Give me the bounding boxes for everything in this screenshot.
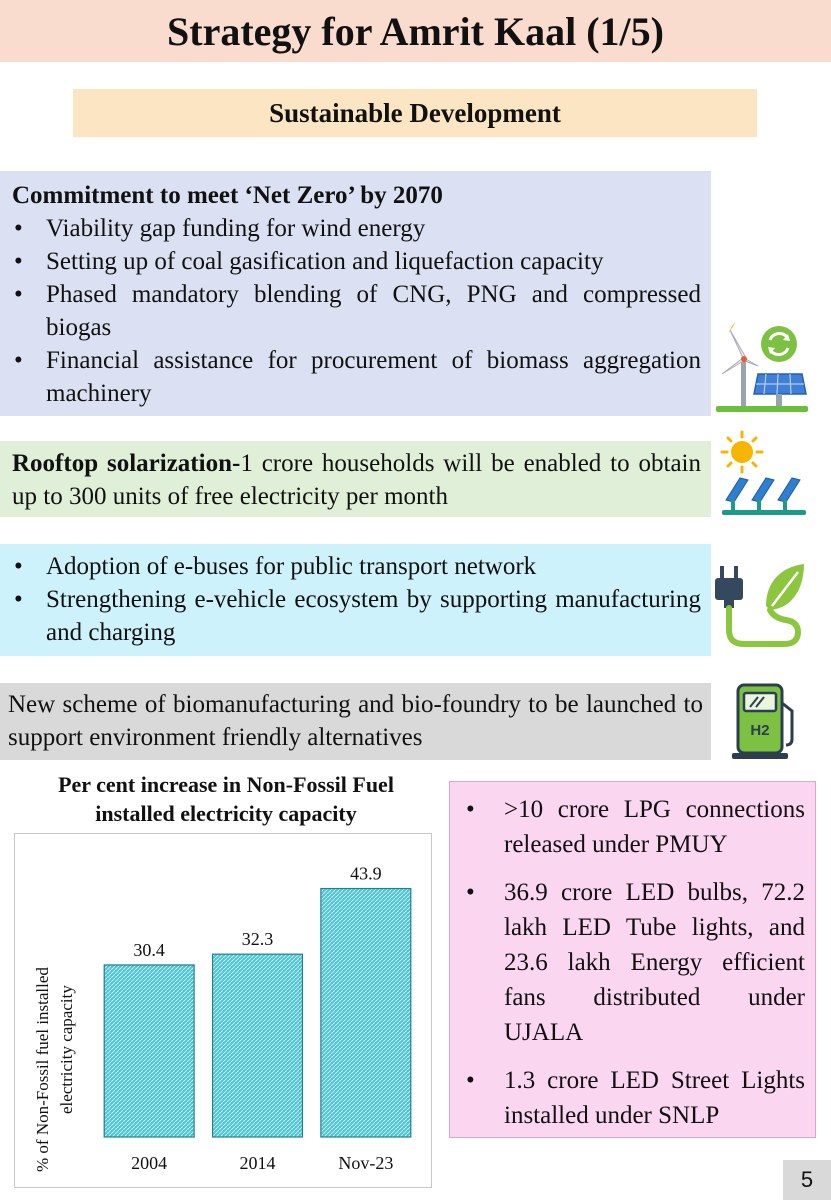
hydrogen-fuel-pump-icon [722,683,800,761]
list-item: • Viability gap funding for wind energy [12,212,701,245]
list-item: • >10 crore LPG connections released under PMUY [458,792,805,862]
page-number: 5 [783,1160,831,1200]
bar-2004 [104,965,194,1137]
ev-list [12,550,701,649]
rooftop-label: Rooftop solarization- [12,450,241,477]
list-item: • Adoption of e-buses for public transport network [12,550,701,583]
chart-frame [14,833,432,1188]
plug-leaf-icon [714,560,806,652]
ev-box [0,544,711,656]
biomanufacturing-box: New scheme of biomanufacturing and bio-foundry to be launched to support environment friendly alternatives [0,683,711,760]
net-zero-box [0,171,711,416]
list-item: • Financial assistance for procurement of biomass aggregation machinery [12,344,701,410]
x-tick-label: 2004 [131,1153,168,1173]
x-tick-label: 2014 [239,1153,276,1173]
hydrogen-label: H2 [750,722,770,739]
bar-chart [15,834,431,1187]
chart-title: Per cent increase in Non-Fossil Fuel installed electricity capacity [58,772,394,826]
bar-2014 [213,954,303,1137]
bar-Nov-23 [321,889,411,1137]
sun-solar-panels-icon [718,430,810,518]
list-item: • 36.9 crore LED bulbs, 72.2 lakh LED Tube lights, and 23.6 lakh Energy efficient fans distributed under UJALA [458,875,805,1050]
list-item: • Phased mandatory blending of CNG, PNG and compressed biogas [12,278,701,344]
y-axis-label-line2: electricity capacity [57,985,76,1114]
achievements-box [449,781,816,1138]
wind-turbine-solar-panel-icon [714,322,810,414]
data-label: 30.4 [133,939,165,960]
y-axis-label-line1: % of Non-Fossil fuel installed [33,967,52,1172]
achievements-list [458,792,805,1133]
y-axis-label [33,967,76,1172]
page-title: Strategy for Amrit Kaal (1/5) [0,0,831,62]
data-label: 32.3 [241,929,274,950]
net-zero-list [12,212,701,410]
list-item: • 1.3 crore LED Street Lights installed under SNLP [458,1063,805,1133]
net-zero-heading: Commitment to meet ‘Net Zero’ by 2070 [12,182,443,209]
x-tick-label: Nov-23 [338,1153,394,1173]
list-item: • Strengthening e-vehicle ecosystem by supporting manufacturing and charging [12,583,701,649]
list-item: • Setting up of coal gasification and liquefaction capacity [12,245,701,278]
data-label: 43.9 [350,863,382,884]
rooftop-text: 1 crore households will be enabled to obtain up to 300 units of free electricity per month [12,450,702,510]
rooftop-solar-box [0,441,711,517]
section-subtitle: Sustainable Development [73,89,757,137]
